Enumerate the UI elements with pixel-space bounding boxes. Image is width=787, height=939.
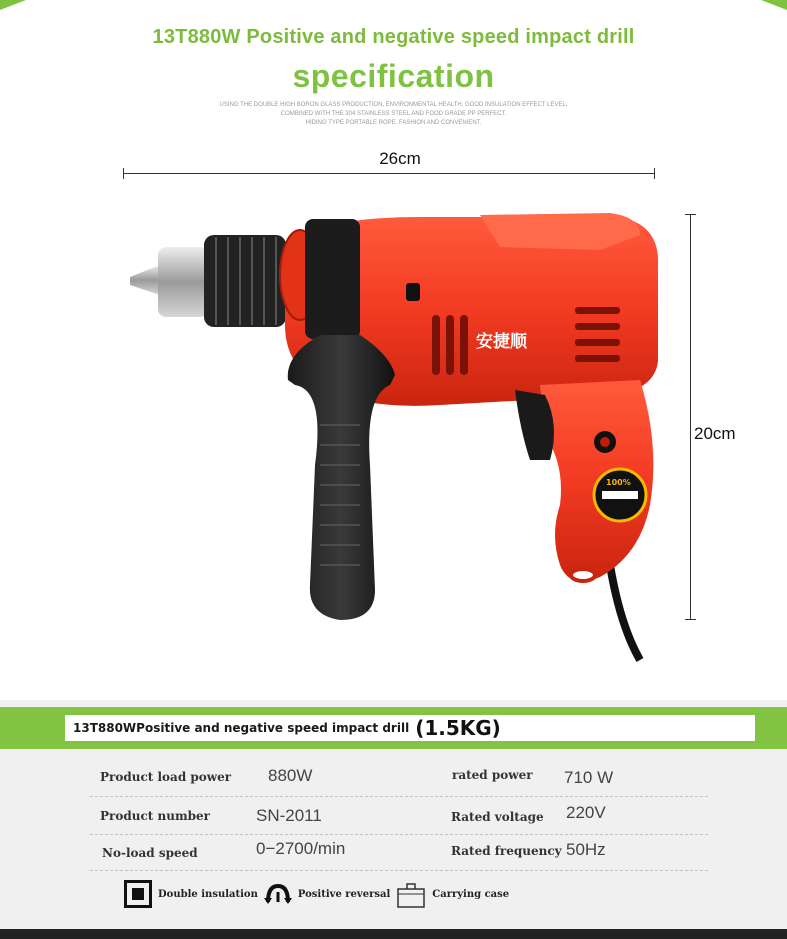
power-cord — [610, 565, 640, 660]
double-square-icon — [124, 880, 152, 908]
spec-product-weight: (1.5KG) — [415, 716, 501, 740]
section-title: specification — [292, 58, 495, 94]
chuck-sleeve — [158, 247, 208, 317]
spec-row — [90, 760, 708, 797]
product-title: 13T880W Positive and negative speed impact drill — [152, 26, 635, 48]
svg-text:100%: 100% — [606, 478, 631, 487]
side-handle-clamp — [305, 219, 360, 339]
feature-positive-reversal — [264, 882, 390, 906]
feature-label: Double insulation — [158, 888, 258, 900]
case-icon — [396, 879, 426, 909]
side-handle — [288, 335, 395, 620]
spec-label: Rated voltage — [451, 810, 544, 824]
bottom-bar — [0, 929, 787, 939]
direction-switch — [406, 283, 420, 301]
feature-list — [124, 878, 515, 910]
spec-value: 220V — [566, 803, 606, 822]
spec-label: Product load power — [100, 770, 232, 784]
fine-print-line: HIDING TYPE PORTABLE ROPE, FASHION AND CONVENIENT. — [305, 120, 482, 126]
feature-label: Carrying case — [432, 888, 510, 900]
height-dimension-line — [690, 214, 691, 620]
spec-value: 710 W — [564, 768, 614, 787]
height-dimension-label: 20cm — [694, 424, 736, 443]
drill-image — [120, 205, 680, 665]
reversal-arrows-icon — [264, 882, 292, 906]
spec-row — [90, 834, 708, 871]
fine-print-line: USING THE DOUBLE HIGH BORON GLASS PRODUCTION, ENVIRONMENTAL HEALTH, GOOD INSULATION EFFECT LEVEL, — [219, 102, 568, 108]
spec-value: 0−2700/min — [256, 839, 346, 858]
spec-value: 880W — [268, 766, 313, 785]
fine-print-line: COMBINED WITH THE 304 STAINLESS STEEL AND FOOD GRADE PP PERFECT. — [280, 111, 507, 117]
feature-label: Positive reversal — [297, 888, 391, 900]
spec-value: SN-2011 — [256, 806, 322, 825]
spec-header-box — [65, 715, 755, 741]
spec-label: Rated frequency — [451, 844, 562, 858]
feature-carrying-case — [396, 879, 509, 909]
spec-value: 50Hz — [566, 840, 606, 859]
feature-double-insulation — [124, 880, 258, 908]
brand-logo: 安捷顺 — [476, 332, 527, 352]
width-dimension-line — [123, 173, 655, 174]
chuck-tip — [130, 265, 160, 295]
spec-label: No-load speed — [102, 846, 198, 860]
spec-header — [0, 707, 787, 749]
spec-row — [90, 798, 708, 835]
width-dimension-label: 26cm — [379, 149, 421, 168]
spec-label: Product number — [100, 809, 210, 823]
spec-label: rated power — [452, 768, 533, 782]
fine-print — [180, 101, 607, 128]
spec-product-name: 13T880WPositive and negative speed impact drill — [73, 721, 410, 735]
